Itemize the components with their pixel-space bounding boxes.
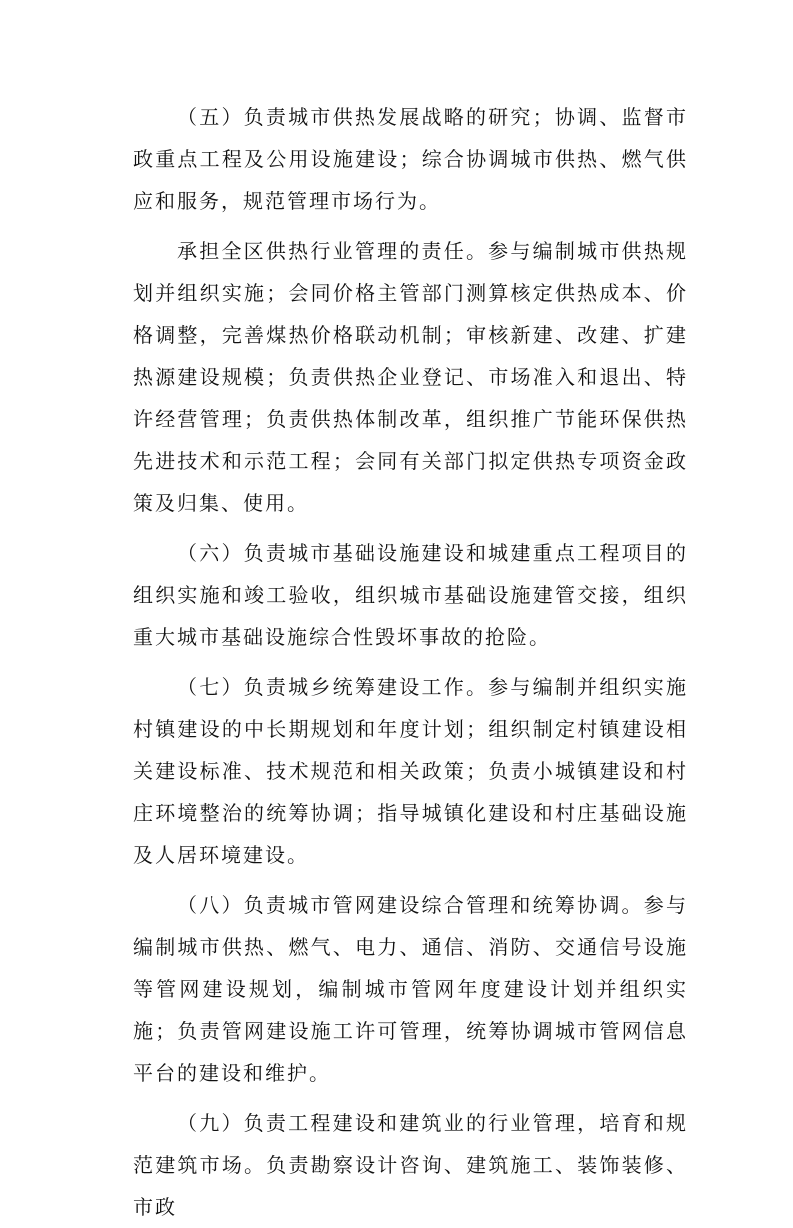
paragraph-8-pipe-network: （八）负责城市管网建设综合管理和统筹协调。参与编制城市供热、燃气、电力、通信、消防、交通信号设施等管网建设规划，编制城市管网年度建设计划并组织实施；负责管网建设施工许可管理，统筹协调城市管网信息平台的建设和维护。: [133, 893, 688, 1085]
paragraph-7-urban-rural: （七）负责城乡统筹建设工作。参与编制并组织实施村镇建设的中长期规划和年度计划；组织制定村镇建设相关建设标准、技术规范和相关政策；负责小城镇建设和村庄环境整治的统筹协调；指导城镇化建设和村庄基础设施及人居环境建设。: [133, 675, 688, 867]
document-body: [133, 96, 688, 1228]
paragraph-5-heating-strategy: （五）负责城市供热发展战略的研究；协调、监督市政重点工程及公用设施建设；综合协调城市供热、燃气供应和服务，规范管理市场行为。: [133, 105, 688, 213]
paragraph-9-construction-industry: （九）负责工程建设和建筑业的行业管理，培育和规范建筑市场。负责勘察设计咨询、建筑施工、装饰装修、市政: [133, 1111, 688, 1219]
paragraph-heating-management: 承担全区供热行业管理的责任。参与编制城市供热规划并组织实施；会同价格主管部门测算核定供热成本、价格调整，完善煤热价格联动机制；审核新建、改建、扩建热源建设规模；负责供热企业登记、市场准入和退出、特许经营管理；负责供热体制改革，组织推广节能环保供热先进技术和示范工程；会同有关部门拟定供热专项资金政策及归集、使用。: [133, 239, 688, 515]
paragraph-6-infrastructure: （六）负责城市基础设施建设和城建重点工程项目的组织实施和竣工验收，组织城市基础设施建管交接，组织重大城市基础设施综合性毁坏事故的抢险。: [133, 541, 688, 649]
